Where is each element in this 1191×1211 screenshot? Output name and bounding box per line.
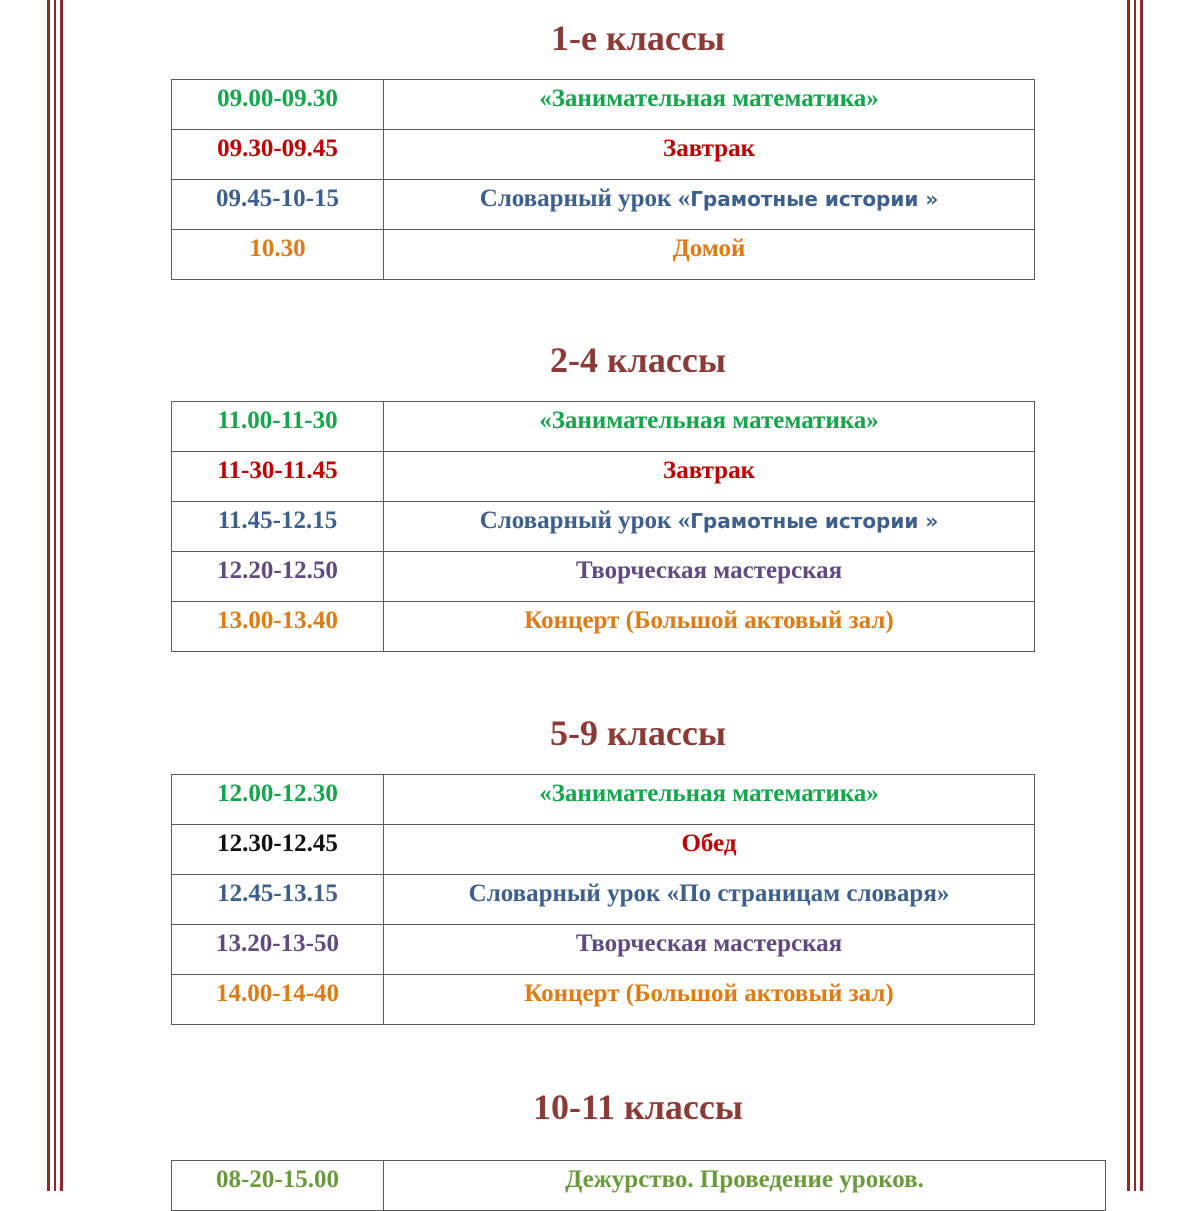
page-border-left-mid: [54, 0, 56, 1191]
table-row: [172, 975, 1035, 1025]
schedule-table-grade-1: [171, 79, 1035, 280]
table-row: [172, 230, 1035, 280]
table-row: [172, 602, 1035, 652]
activity-cell: «Занимательная математика»: [384, 80, 1035, 130]
time-cell: 11-30-11.45: [172, 452, 384, 502]
activity-cell: Домой: [384, 230, 1035, 280]
time-cell: 12.45-13.15: [172, 875, 384, 925]
time-cell: 12.30-12.45: [172, 825, 384, 875]
time-cell: 13.00-13.40: [172, 602, 384, 652]
activity-text-sans: Грамотные истории »: [690, 509, 939, 533]
activity-cell: Завтрак: [384, 452, 1035, 502]
time-cell: 09.00-09.30: [172, 80, 384, 130]
activity-text: Словарный урок «: [479, 185, 691, 212]
page-border-left-outer: [47, 0, 50, 1191]
page-border-left-inner: [60, 0, 63, 1191]
table-row: [172, 925, 1035, 975]
activity-cell: Обед: [384, 825, 1035, 875]
table-row: [172, 552, 1035, 602]
table-row: [172, 875, 1035, 925]
activity-cell: Словарный урок «По страницам словаря»: [384, 875, 1035, 925]
activity-cell: Концерт (Большой актовый зал): [384, 975, 1035, 1025]
time-cell: 14.00-14-40: [172, 975, 384, 1025]
table-row: [172, 825, 1035, 875]
activity-text-sans: Грамотные истории »: [690, 187, 939, 211]
activity-cell: Творческая мастерская: [384, 925, 1035, 975]
table-row: [172, 502, 1035, 552]
table-row: [172, 775, 1035, 825]
activity-cell: «Занимательная математика»: [384, 402, 1035, 452]
time-cell: 12.00-12.30: [172, 775, 384, 825]
activity-cell: Дежурство. Проведение уроков.: [384, 1161, 1106, 1211]
page-border-right-outer: [1140, 0, 1143, 1191]
time-cell: 13.20-13-50: [172, 925, 384, 975]
activity-text: Словарный урок «: [479, 507, 691, 534]
section-title-grade-2-4: 2-4 классы: [550, 340, 726, 380]
activity-cell: «Занимательная математика»: [384, 775, 1035, 825]
table-row: [172, 452, 1035, 502]
activity-cell: Завтрак: [384, 130, 1035, 180]
activity-cell: Концерт (Большой актовый зал): [384, 602, 1035, 652]
time-cell: 12.20-12.50: [172, 552, 384, 602]
activity-cell: [384, 180, 1035, 230]
table-row: [172, 180, 1035, 230]
activity-cell: [384, 502, 1035, 552]
time-cell: 09.45-10-15: [172, 180, 384, 230]
table-row: [172, 80, 1035, 130]
page-border-right-inner: [1127, 0, 1130, 1191]
section-title-grade-1: 1-е классы: [551, 18, 725, 58]
section-title-grade-5-9: 5-9 классы: [550, 713, 726, 753]
time-cell: 10.30: [172, 230, 384, 280]
activity-cell: Творческая мастерская: [384, 552, 1035, 602]
schedule-table-grade-5-9: [171, 774, 1035, 1025]
schedule-table-grade-10-11: [171, 1160, 1106, 1211]
table-row: [172, 130, 1035, 180]
page-border-right-mid: [1134, 0, 1136, 1191]
time-cell: 08-20-15.00: [172, 1161, 384, 1211]
table-row: [172, 402, 1035, 452]
time-cell: 09.30-09.45: [172, 130, 384, 180]
time-cell: 11.00-11-30: [172, 402, 384, 452]
section-title-grade-10-11: 10-11 классы: [532, 1087, 743, 1127]
time-cell: 11.45-12.15: [172, 502, 384, 552]
table-row: [172, 1161, 1106, 1211]
schedule-table-grade-2-4: [171, 401, 1035, 652]
